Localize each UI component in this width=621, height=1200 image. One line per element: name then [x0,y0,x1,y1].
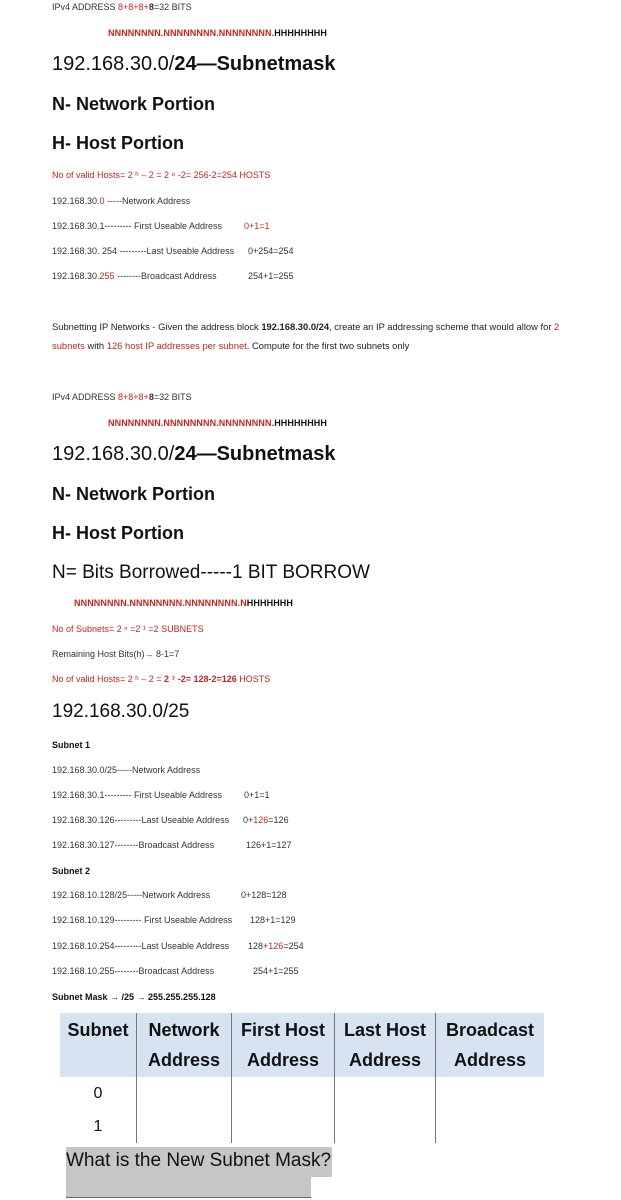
last-useable-calc: 0+254=254 [248,246,294,256]
host-portion-heading-2: H- Host Portion [52,523,184,543]
header-subnet: Subnet [60,1013,137,1077]
subnet-2-broadcast-calc: 254+1=255 [253,966,299,976]
subnet-2-first-calc: 128+1=129 [250,915,296,925]
network-host-mask-pattern-2: NNNNNNNN.NNNNNNNN.NNNNNNNN.HHHHHHHH [108,418,327,428]
problem-statement-line1: Subnetting IP Networks - Given the address block 192.168.30.0/24, create an IP addressing scheme that would allow for 2 [52,321,560,332]
cell-network-address[interactable] [137,1077,232,1110]
broadcast-line: 192.168.30.255 --------Broadcast Address [52,271,217,281]
answer-blank[interactable] [66,1177,311,1198]
bits-borrowed-heading: N= Bits Borrowed-----1 BIT BORROW [52,562,370,583]
host-portion-heading: H- Host Portion [52,133,184,153]
new-network-heading: 192.168.30.0/25 [52,701,190,722]
subnet-2-last: 192.168.10.254---------Last Useable Address [52,941,230,951]
cell-first-host[interactable] [232,1110,335,1143]
cell-subnet: 0 [93,1084,103,1102]
subnet-1-last: 192.168.30.126---------Last Useable Address [52,815,230,825]
header-network-address: Network Address [137,1013,232,1077]
ipv4-bits-line: IPv4 ADDRESS 8+8+8+8=32 BITS [52,2,192,12]
first-useable-calc: 0+1=1 [244,221,270,231]
cell-broadcast[interactable] [436,1110,545,1143]
subnet-1-network: 192.168.30.0/25-----Network Address [52,765,201,775]
table-header-row [60,1013,544,1077]
subnet-1-broadcast: 192.168.30.127--------Broadcast Address [52,840,215,850]
cell-network-address[interactable] [137,1110,232,1143]
header-first-host-address: First Host Address [232,1013,335,1077]
subnet-2-label: Subnet 2 [52,866,91,876]
cell-last-host[interactable] [335,1077,436,1110]
new-subnet-mask-question: What is the New Subnet Mask? [66,1147,332,1177]
subnet-1-first: 192.168.30.1--------- First Useable Address [52,790,223,800]
subnet-mask-summary: Subnet Mask → /25 → 255.255.255.128 [52,992,216,1002]
valid-hosts-formula-2: No of valid Hosts= 2 ʰ – 2 = 2 ⁷ -2= 128-2=126 HOSTS [52,674,271,684]
last-useable-line: 192.168.30. 254 ---------Last Useable Address [52,246,235,256]
subnet-1-last-calc: 0+126=126 [243,815,289,825]
table-row [60,1077,544,1110]
subnet-1-first-calc: 0+1=1 [244,790,270,800]
problem-statement-line2: subnets with 126 host IP addresses per subnet. Compute for the first two subnets only [52,340,410,351]
first-useable-line: 192.168.30.1--------- First Useable Address [52,221,223,231]
subnet-answer-table [60,1013,544,1143]
network-address-line: 192.168.30.0 -----Network Address [52,196,191,206]
subnet-2-broadcast: 192.168.10.255--------Broadcast Address [52,966,215,976]
table-row [60,1110,544,1143]
subnet-2-last-calc: 128+126=254 [248,941,304,951]
num-subnets-formula: No of Subnets= 2 ⁿ =2 ¹ =2 SUBNETS [52,624,204,634]
header-last-host-address: Last Host Address [335,1013,436,1077]
broadcast-calc: 254+1=255 [248,271,294,281]
network-portion-heading-2: N- Network Portion [52,484,216,504]
subnet-1-label: Subnet 1 [52,740,91,750]
subnet-1-broadcast-calc: 126+1=127 [246,840,292,850]
network-title: 192.168.30.0/24—Subnetmask [52,53,336,75]
network-host-mask-pattern: NNNNNNNN.NNNNNNNN.NNNNNNNN.HHHHHHHH [108,28,327,38]
cell-first-host[interactable] [232,1077,335,1110]
network-portion-heading: N- Network Portion [52,94,216,114]
ipv4-bits-line-2: IPv4 ADDRESS 8+8+8+8=32 BITS [52,392,192,402]
header-broadcast-address: Broadcast Address [436,1013,545,1077]
cell-subnet: 1 [93,1117,103,1135]
subnet-2-first: 192.168.10.129--------- First Useable Address [52,915,233,925]
remaining-host-bits: Remaining Host Bits(h)→ 8-1=7 [52,649,180,659]
cell-last-host[interactable] [335,1110,436,1143]
cell-broadcast[interactable] [436,1077,545,1110]
borrowed-mask-pattern: NNNNNNNN.NNNNNNNN.NNNNNNNN.NHHHHHHH [74,598,293,608]
network-title-2: 192.168.30.0/24—Subnetmask [52,443,336,465]
subnet-2-network: 192.168.10.128/25-----Network Address [52,890,211,900]
valid-hosts-formula: No of valid Hosts= 2 ʰ – 2 = 2 ⁸ -2= 256-2=254 HOSTS [52,170,271,180]
subnet-2-network-calc: 0+128=128 [241,890,287,900]
